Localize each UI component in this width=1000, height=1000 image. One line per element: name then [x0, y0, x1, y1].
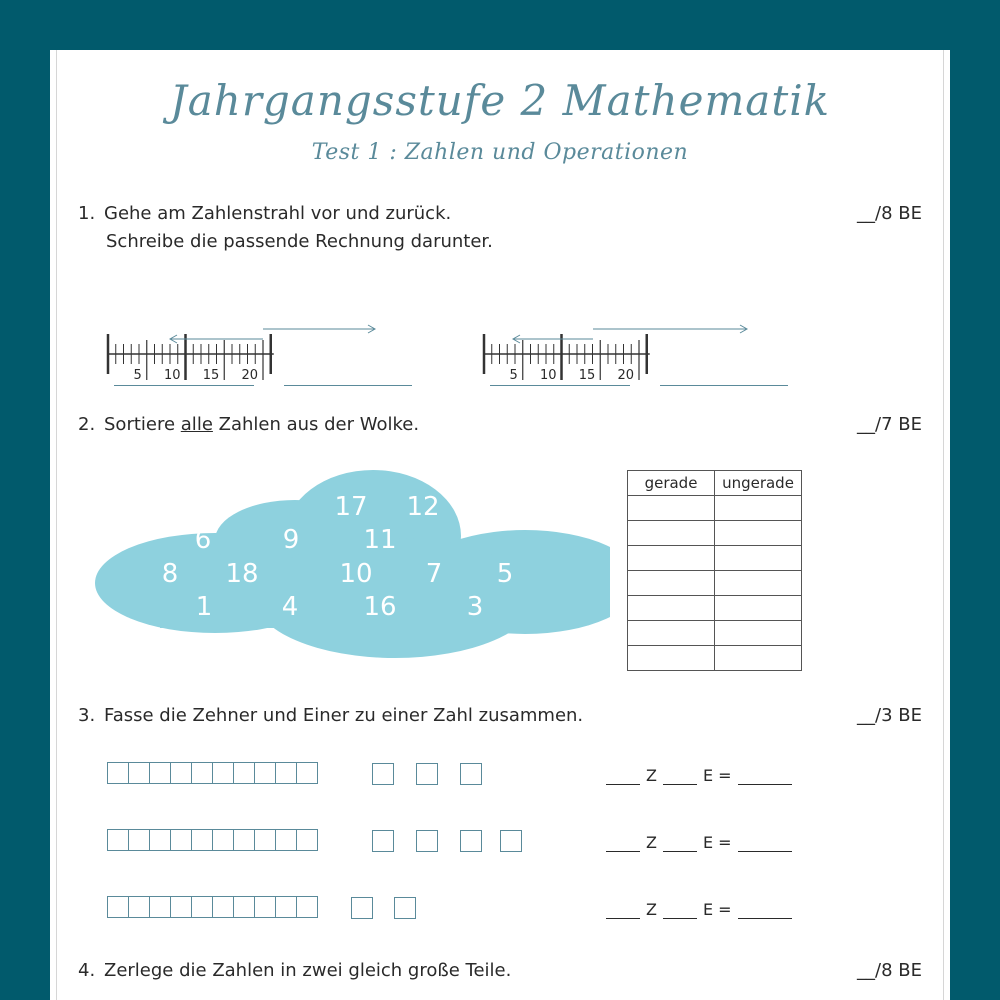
worksheet	[50, 50, 950, 1000]
answer-line-2[interactable]	[284, 385, 412, 386]
cloud-number: 18	[225, 559, 259, 589]
task-3-score: __/3 BE	[857, 705, 922, 726]
e-label: E =	[702, 900, 732, 919]
number-line-label: 5	[509, 368, 518, 383]
number-line-label: 10	[539, 368, 557, 383]
table-cell[interactable]	[715, 621, 802, 646]
table-cell[interactable]	[715, 646, 802, 671]
page-title: Jahrgangsstufe 2 Mathematik	[169, 76, 831, 125]
answer-line-1[interactable]	[114, 385, 254, 386]
table-cell[interactable]	[628, 496, 715, 521]
cloud-number: 5	[496, 559, 514, 589]
task-4-score: __/8 BE	[857, 960, 922, 981]
answer-ze-row-1[interactable]	[600, 766, 798, 785]
cloud-number: 11	[363, 525, 397, 555]
sorting-table	[627, 470, 802, 671]
task-3-text: Fasse die Zehner und Einer zu einer Zahl zusammen.	[104, 705, 584, 726]
z-label: Z	[646, 766, 657, 785]
table-cell[interactable]	[628, 521, 715, 546]
cloud-number: 9	[282, 525, 300, 555]
unit-box	[460, 830, 482, 852]
table-cell[interactable]	[628, 646, 715, 671]
cloud-number: 17	[334, 492, 368, 522]
task-2-text-underlined: alle	[180, 414, 213, 435]
table-cell[interactable]	[715, 571, 802, 596]
task-2-text-after: Zahlen aus der Wolke.	[212, 414, 420, 435]
number-line-label: 20	[617, 368, 634, 383]
number-line-label: 15	[578, 368, 596, 383]
cloud-number: 7	[425, 559, 443, 589]
task-4-text: Zerlege die Zahlen in zwei gleich große Teile.	[104, 960, 512, 981]
task-1-line-1: Gehe am Zahlenstrahl vor und zurück.	[104, 203, 452, 224]
task-1-number: 1.	[78, 203, 96, 224]
table-cell[interactable]	[628, 596, 715, 621]
page-subtitle: Test 1 : Zahlen und Operationen	[311, 140, 689, 165]
unit-box	[372, 830, 394, 852]
task-2-text-before: Sortiere	[104, 414, 181, 435]
table-cell[interactable]	[628, 546, 715, 571]
answer-line-3[interactable]	[490, 385, 630, 386]
unit-box	[416, 830, 438, 852]
table-cell[interactable]	[715, 596, 802, 621]
task-1-score: __/8 BE	[857, 203, 922, 224]
e-label: E =	[702, 766, 732, 785]
cloud-number: 16	[363, 592, 397, 622]
task-2-score: __/7 BE	[857, 414, 922, 435]
cloud-number: 3	[466, 592, 484, 622]
number-line-label: 15	[202, 368, 220, 383]
z-label: Z	[646, 833, 657, 852]
z-label: Z	[646, 900, 657, 919]
task-3-instruction	[78, 705, 583, 726]
table-cell[interactable]	[715, 496, 802, 521]
unit-box	[460, 763, 482, 785]
cloud-number: 4	[281, 592, 299, 622]
ten-strip	[107, 896, 318, 918]
task-4-number: 4.	[78, 960, 96, 981]
task-4-instruction	[78, 960, 511, 981]
table-cell[interactable]	[715, 521, 802, 546]
task-1-instruction	[78, 203, 451, 224]
unit-box	[372, 763, 394, 785]
cloud-number: 1	[195, 592, 213, 622]
answer-ze-row-3[interactable]	[600, 900, 798, 919]
e-label: E =	[702, 833, 732, 852]
cloud-number: 6	[194, 525, 212, 555]
number-lines	[50, 265, 950, 385]
unit-box	[394, 897, 416, 919]
column-header-even: gerade	[628, 471, 715, 496]
number-line-label: 20	[241, 368, 258, 383]
answer-ze-row-2[interactable]	[600, 833, 798, 852]
unit-box	[351, 897, 373, 919]
number-line-label: 10	[163, 368, 181, 383]
cloud-number: 8	[161, 559, 179, 589]
ten-strip	[107, 829, 318, 851]
ten-strip	[107, 762, 318, 784]
column-header-odd: ungerade	[715, 471, 802, 496]
unit-box	[500, 830, 522, 852]
task-3-number: 3.	[78, 705, 96, 726]
table-cell[interactable]	[715, 546, 802, 571]
number-line-label: 5	[133, 368, 142, 383]
table-cell[interactable]	[628, 621, 715, 646]
task-2-instruction	[78, 414, 419, 435]
cloud-number: 12	[406, 492, 440, 522]
task-2-number: 2.	[78, 414, 96, 435]
table-cell[interactable]	[628, 571, 715, 596]
cloud-number: 10	[339, 559, 373, 589]
answer-line-4[interactable]	[660, 385, 788, 386]
unit-box	[416, 763, 438, 785]
task-1-line-2: Schreibe die passende Rechnung darunter.	[106, 231, 493, 252]
